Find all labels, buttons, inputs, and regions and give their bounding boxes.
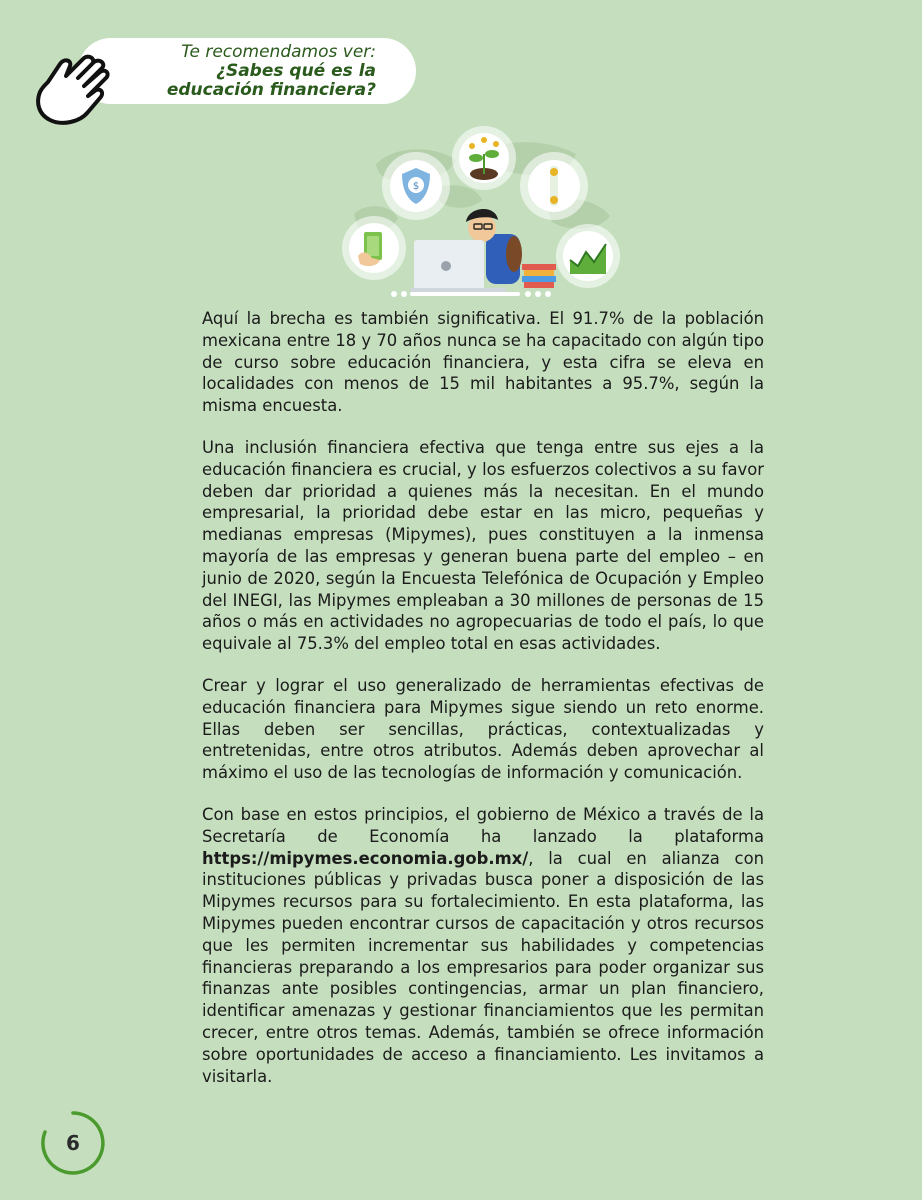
paragraph-2: Una inclusión financiera efectiva que tenga entre sus ejes a la educación financiera es crucial, y los esfuerzos colectivos a su favor deben dar prioridad a quienes más la necesitan. En el mundo empresarial, la prioridad debe estar en las micro, pequeñas y medianas empresas (Mipymes), pues constituyen a la inmensa mayoría de las empresas y generan buena parte del empleo – en junio de 2020, según la Encuesta Telefónica de Ocupación y Empleo del INEGI, las Mipymes empleaban a 30 millones de personas de 15 años o más en actividades no agropecuarias de todo el país, lo que equivale al 75.3% del empleo total en esas actividades. xyxy=(202,437,764,654)
plant-coins-icon xyxy=(452,126,516,190)
body-text xyxy=(202,308,764,1107)
recommendation-line1: Te recomendamos ver: xyxy=(181,42,376,62)
recommendation-line3[interactable]: educación financiera? xyxy=(166,80,376,100)
recommendation-text xyxy=(167,43,376,100)
recommendation-callout[interactable] xyxy=(78,38,416,104)
money-hand-icon xyxy=(342,216,406,280)
paragraph-4-end: , la cual en alianza con instituciones públicas y privadas busca poner a disposición de las Mipymes recursos para su fortalecimiento. En esta plataforma, las Mipymes pueden encontrar cursos de capacitación y otros recursos que les permiten incrementar sus habilidades y competencias financieras preparando a los empresarios para poder organizar sus finanzas ante posibles contingencias, armar un plan financiero, identificar amenazas y gestionar financiamientos que les permitan crecer, entre otros temas. Además, también se ofrece información sobre oportunidades de acceso a financiamiento. Les invitamos a visitarla. xyxy=(202,848,764,1086)
finance-illustration xyxy=(336,124,628,302)
paragraph-4-start: Con base en estos principios, el gobierno de México a través de la Secretaría de Economía ha lanzado la plataforma xyxy=(202,804,764,846)
page-number: 6 xyxy=(66,1131,80,1155)
recommendation-line2[interactable]: ¿Sabes qué es la xyxy=(216,61,376,81)
paragraph-3: Crear y lograr el uso generalizado de herramientas efectivas de educación financiera para Mipymes sigue siendo un reto enorme. Ellas deben ser sencillas, prácticas, contextualizadas y entretenidas, entre otros atributos. Además deben aprovechar al máximo el uso de las tecnologías de información y comunicación. xyxy=(202,675,764,783)
books-icon xyxy=(522,264,556,288)
paragraph-1: Aquí la brecha es también significativa. El 91.7% de la población mexicana entre 18 y 70 años nunca se ha capacitado con algún tipo de curso sobre educación financiera, y esta cifra se eleva en localidades con menos de 15 mil habitantes a 95.7%, según la misma encuesta. xyxy=(202,309,764,416)
paragraph-4 xyxy=(202,804,764,1087)
pointing-hand-icon xyxy=(30,52,120,126)
svg-text:$: $ xyxy=(412,181,420,192)
shield-dollar-icon xyxy=(382,152,450,220)
coins-icon xyxy=(520,152,588,220)
mipymes-link[interactable]: https://mipymes.economia.gob.mx/ xyxy=(202,848,529,868)
growth-chart-icon xyxy=(556,224,620,288)
